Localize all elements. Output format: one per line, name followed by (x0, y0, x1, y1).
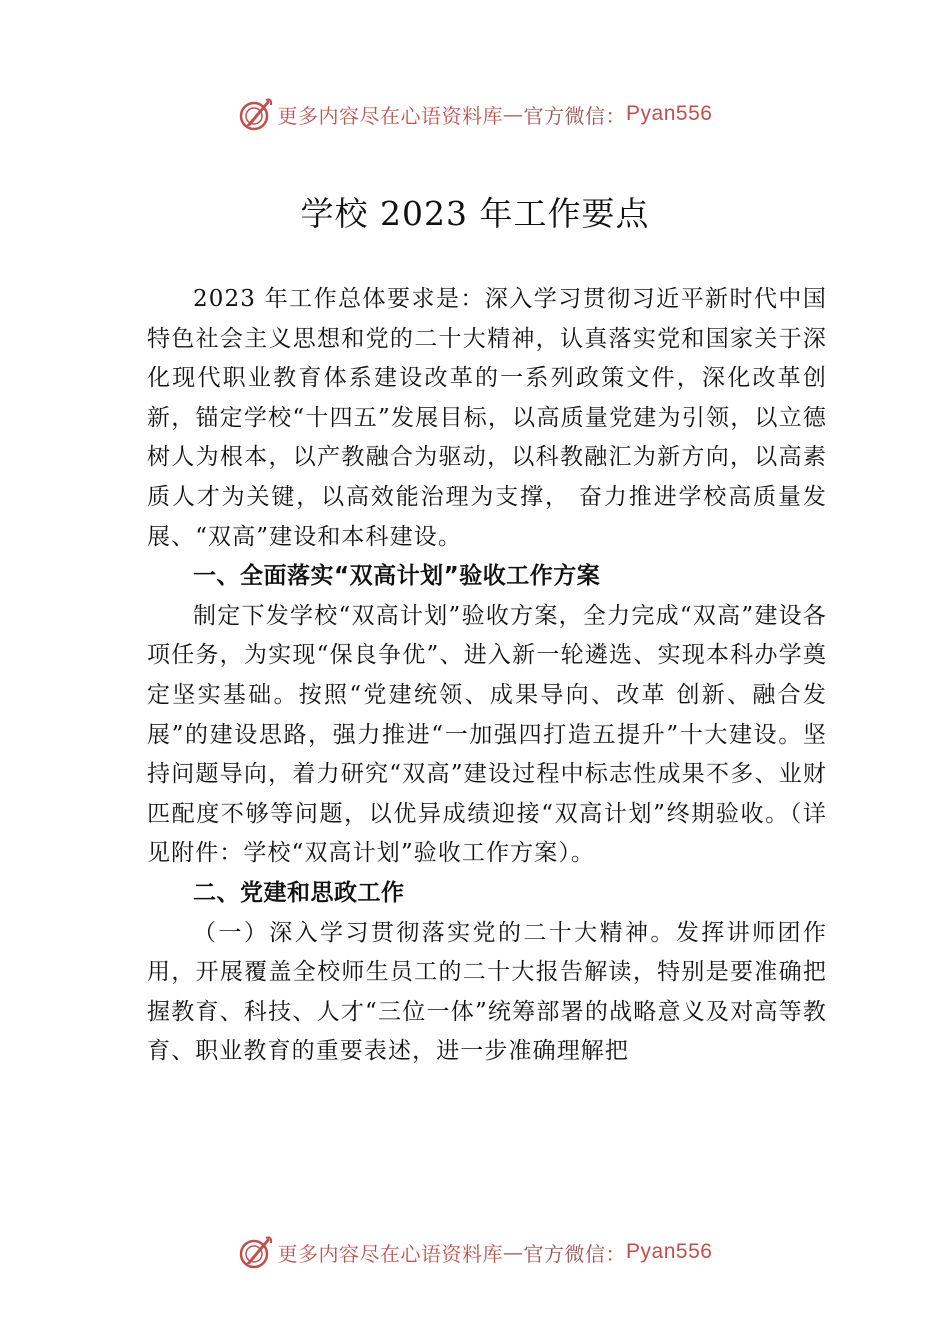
section1-heading: 一、全面落实“双高计划”验收工作方案 (193, 563, 601, 590)
banner-wechat-label: 官方微信： (523, 103, 627, 128)
document-title: 学校 2023 年工作要点 (300, 194, 650, 233)
section1-paragraph: 制定下发学校“双高计划”验收方案，全力完成“双高”建设各项任务，为实现“保良争优”、进入新一轮遴选、实现本科办学奠定坚实基础。按照“党建统领、成果导向、改革 创新、融合发展”的建设思路，强力推进“一加强四打造五提升”十大建设。坚持问题导向，着力研究“双高”建设过程中标志性成果不多、业财匹配度不够等问题，以优异成绩迎接“双高计划”终期验收。（详见附件：学校“双高计划”验收工作方案）。 (147, 602, 827, 867)
section2-item1-paragraph: （一）深入学习贯彻落实党的二十大精神。发挥讲师团作用，开展覆盖全校师生员工的二十大报告解读，特别是要准确把握教育、科技、人才“三位一体”统筹部署的战略意义及对高等教育、职业教育的重要表述，进一步准确理解把 (147, 919, 827, 1065)
banner-dash: — (503, 1240, 524, 1264)
banner-wechat-id: Pyan556 (626, 102, 713, 125)
header-watermark-banner (0, 94, 950, 134)
banner-wechat-id: Pyan556 (626, 1240, 713, 1263)
document-body (147, 280, 827, 1072)
banner-dash: — (503, 102, 524, 126)
banner-site-name: 更多内容尽在心语资料库 (277, 1241, 504, 1266)
banner-wechat-label: 官方微信： (523, 1241, 627, 1266)
section2-heading: 二、党建和思政工作 (193, 879, 405, 906)
intro-paragraph: 2023 年工作总体要求是：深入学习贯彻习近平新时代中国特色社会主义思想和党的二十大精神，认真落实党和国家关于深化现代职业教育体系建设改革的一系列政策文件，深化改革创新，锚定学校“十四五”发展目标，以高质量党建为引领，以立德树人为根本，以产教融合为驱动，以科教融汇为新方向，以高素质人才为关键，以高效能治理为支撑， 奋力推进学校高质量发展、“双高”建设和本科建设。 (147, 286, 827, 550)
footer-watermark-banner (0, 1232, 950, 1272)
quill-logo-icon (238, 96, 274, 132)
quill-logo-icon (238, 1234, 274, 1270)
banner-site-name: 更多内容尽在心语资料库 (277, 103, 504, 128)
